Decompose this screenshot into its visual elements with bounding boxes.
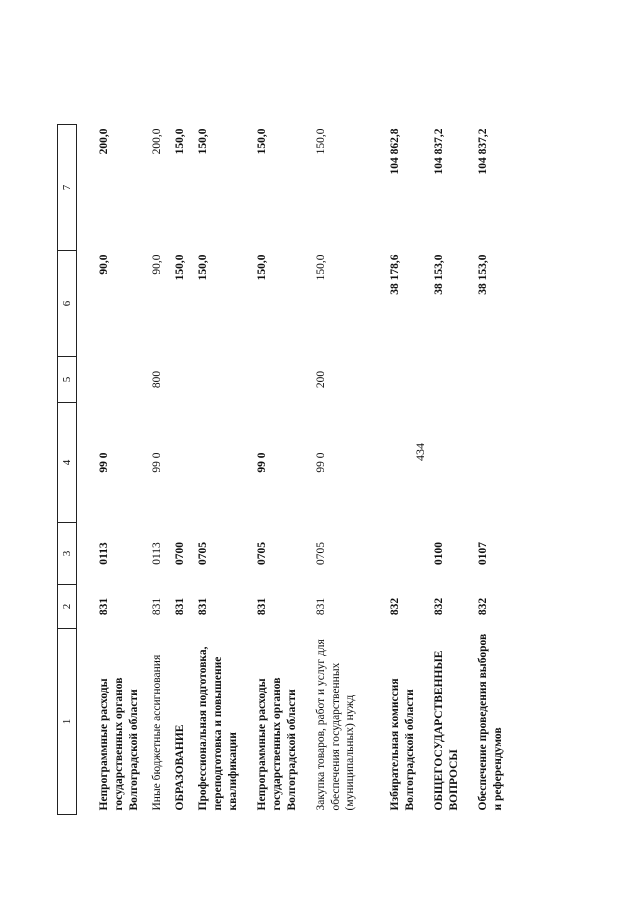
budget-table-sheet [57, 125, 627, 815]
table-row [188, 125, 241, 815]
row-col-5 [241, 357, 300, 403]
row-col-3: 0100 [433, 542, 446, 565]
table-row [462, 125, 506, 815]
row-col-4 [462, 403, 506, 523]
row-col-4 [188, 403, 241, 523]
row-name: Непрограммные расходы государственных органов Волгоградской области [255, 677, 298, 811]
table-body [77, 125, 506, 815]
row-col-4: 99 0 [98, 452, 111, 473]
column-header-6: 6 [58, 251, 77, 357]
row-col-3: 0113 [98, 542, 111, 565]
row-name: Непрограммные расходы государственных органов Волгоградской области [98, 677, 141, 811]
row-col-4: 99 0 [151, 452, 164, 473]
row-col-4: 99 0 [255, 452, 268, 473]
row-col-5 [165, 357, 188, 403]
row-name: Обеспечение проведения выборов и референдумов [477, 633, 505, 811]
row-col-2: 832 [433, 597, 446, 616]
row-col-6: 150,0 [314, 254, 327, 281]
table-row [300, 125, 359, 815]
table-row [418, 125, 462, 815]
table-row [358, 125, 418, 815]
row-name: Закупка товаров, работ и услуг для обеспечения государственных (муниципальных) нужд [314, 639, 357, 811]
column-header-2: 2 [58, 585, 77, 629]
row-col-6: 90,0 [98, 254, 111, 275]
row-col-3: 0107 [477, 542, 490, 565]
row-col-2: 831 [174, 597, 187, 616]
row-name: ОБЩЕГОСУДАРСТВЕННЫЕ ВОПРОСЫ [433, 650, 461, 811]
row-col-7: 104 837,2 [433, 128, 446, 175]
row-col-5 [462, 357, 506, 403]
row-name: ОБРАЗОВАНИЕ [174, 724, 187, 811]
table-row [165, 125, 188, 815]
row-col-3: 0705 [314, 542, 327, 565]
row-col-5 [77, 357, 142, 403]
row-col-2: 831 [151, 597, 164, 616]
row-col-3: 0705 [255, 542, 268, 565]
row-col-4 [418, 403, 462, 523]
column-header-7: 7 [58, 125, 77, 251]
row-col-7: 200,0 [98, 128, 111, 155]
row-name: Профессиональная подготовка, переподготовка и повышение квалификации [196, 646, 239, 811]
column-header-3: 3 [58, 523, 77, 585]
row-col-4 [165, 403, 188, 523]
page-number: 434 [413, 443, 427, 461]
row-col-6: 150,0 [255, 254, 268, 281]
row-col-6: 38 178,6 [389, 254, 402, 295]
row-col-4 [358, 403, 418, 523]
row-col-5 [358, 357, 418, 403]
row-col-7: 104 837,2 [477, 128, 490, 175]
table-row [142, 125, 165, 815]
column-header-1: 1 [58, 629, 77, 815]
row-col-7: 150,0 [255, 128, 268, 155]
row-col-7: 200,0 [151, 128, 164, 155]
row-col-3: 0705 [196, 542, 209, 565]
row-col-7: 104 862,8 [389, 128, 402, 175]
row-col-3: 0113 [151, 542, 164, 565]
row-col-7: 150,0 [196, 128, 209, 155]
table-row [77, 125, 142, 815]
row-col-6: 38 153,0 [477, 254, 490, 295]
row-col-6: 38 153,0 [433, 254, 446, 295]
row-col-2: 832 [477, 597, 490, 616]
row-col-7: 150,0 [174, 128, 187, 155]
row-name: Иные бюджетные ассигнования [151, 654, 164, 811]
row-col-4: 99 0 [314, 452, 327, 473]
column-header-5: 5 [58, 357, 77, 403]
budget-table [57, 124, 506, 815]
column-header-4: 4 [58, 403, 77, 523]
row-col-6: 150,0 [174, 254, 187, 281]
row-col-5 [188, 357, 241, 403]
row-col-2: 831 [255, 597, 268, 616]
row-col-3 [358, 523, 418, 585]
row-col-5: 200 [314, 370, 327, 389]
row-col-2: 831 [98, 597, 111, 616]
column-number-header [58, 125, 77, 815]
row-col-5 [418, 357, 462, 403]
row-col-3: 0700 [174, 542, 187, 565]
row-name: Избирательная комиссия Волгоградской области [389, 678, 417, 811]
row-col-2: 831 [314, 597, 327, 616]
row-col-5: 800 [151, 370, 164, 389]
row-col-2: 832 [389, 597, 402, 616]
row-col-2: 831 [196, 597, 209, 616]
row-col-7: 150,0 [314, 128, 327, 155]
table-row [241, 125, 300, 815]
row-col-6: 90,0 [151, 254, 164, 275]
row-col-6: 150,0 [196, 254, 209, 281]
